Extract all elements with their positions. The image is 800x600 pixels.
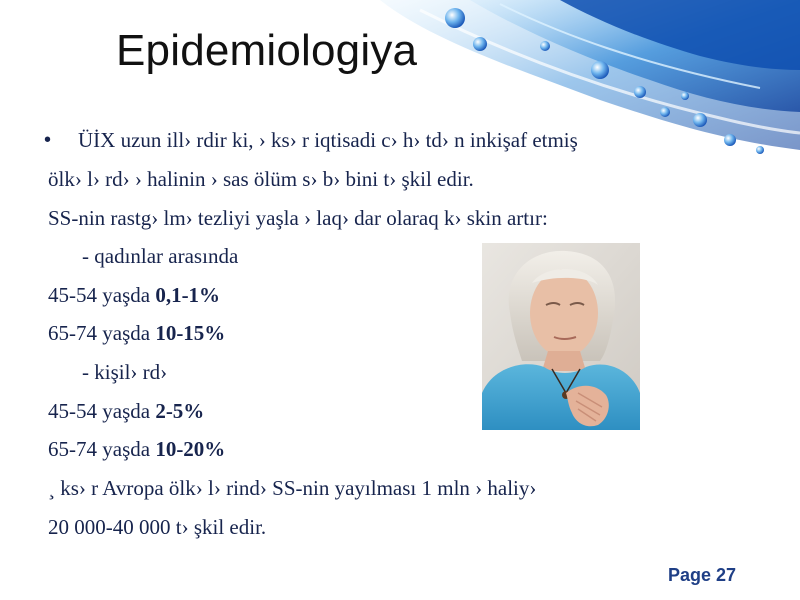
line-men-65-74: [48, 436, 225, 462]
percentage-value: 10-15%: [155, 321, 226, 345]
slide-title: Epidemiologiya: [116, 26, 418, 75]
bullet-icon: •: [44, 129, 52, 151]
line-2: ölk› l› rd› › halinin › sas ölüm s› b› bini t› şkil edir.: [48, 167, 474, 191]
age-range-label: 65-74 yaşda: [48, 321, 156, 345]
line-europe-cont: 20 000-40 000 t› şkil edir.: [48, 515, 267, 539]
line-women-65-74: [48, 320, 225, 346]
age-range-label: 65-74 yaşda: [48, 437, 156, 461]
line-3: SS-nin rastg› lm› tezliyi yaşla › laq› dar olaraq k› skin artır:: [48, 206, 548, 230]
percentage-value: 2-5%: [155, 399, 205, 423]
bullet-line: [44, 127, 578, 153]
line-men-45-54: [48, 398, 204, 424]
percentage-value: 10-20%: [155, 437, 226, 461]
line-women-45-54: [48, 282, 220, 308]
woman-chest-pain-photo: [482, 243, 640, 430]
age-range-label: 45-54 yaşda: [48, 399, 156, 423]
age-range-label: 45-54 yaşda: [48, 283, 156, 307]
line-women-header: - qadınlar arasında: [82, 244, 239, 268]
line-men-header: - kişil› rd›: [82, 360, 168, 384]
line-1: ÜİX uzun ill› rdir ki, › ks› r iqtisadi c› h› td› n inkişaf etmiş: [78, 128, 578, 152]
percentage-value: 0,1-1%: [155, 283, 221, 307]
page-number: Page 27: [668, 565, 737, 585]
line-europe: ¸ ks› r Avropa ölk› l› rind› SS-nin yayılması 1 mln › haliy›: [48, 476, 537, 500]
